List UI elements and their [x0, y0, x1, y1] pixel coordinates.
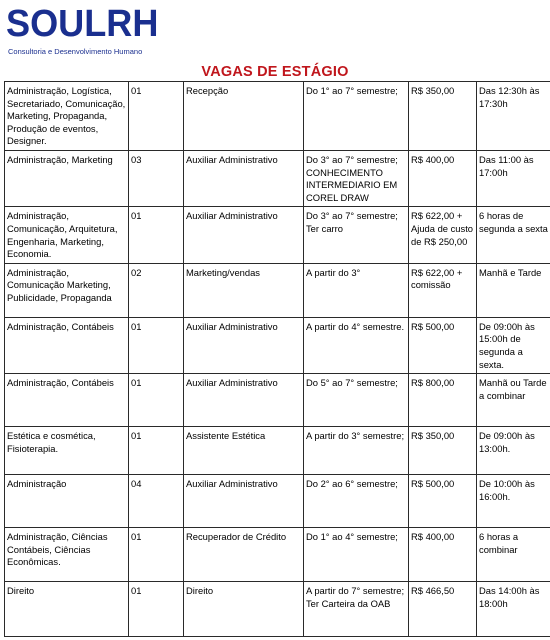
semestre-cell: A partir do 3° semestre; [304, 427, 409, 475]
bolsa-cell: R$ 400,00 [409, 150, 477, 206]
vagas-cell: 01 [129, 317, 184, 373]
horario-cell: Das 14:00h às 18:00h [477, 582, 550, 637]
soulrh-logo [6, 2, 159, 62]
cargo-cell: Direito [184, 582, 304, 637]
cargo-cell: Auxiliar Administrativo [184, 150, 304, 206]
area-cell: Estética e cosmética, Fisioterapia. [5, 427, 129, 475]
vagas-cell: 04 [129, 475, 184, 528]
horario-cell: De 09:00h às 13:00h. [477, 427, 550, 475]
logo-subtitle: Consultoria e Desenvolvimento Humano [8, 47, 143, 56]
semestre-cell: A partir do 4° semestre. [304, 317, 409, 373]
area-cell: Direito [5, 582, 129, 637]
semestre-cell: Do 1° ao 7° semestre; [304, 82, 409, 151]
bolsa-cell: R$ 400,00 [409, 528, 477, 582]
semestre-cell: Do 3° ao 7° semestre; Ter carro [304, 207, 409, 263]
bolsa-cell: R$ 500,00 [409, 317, 477, 373]
area-cell: Administração, Ciências Contábeis, Ciências Econômicas. [5, 528, 129, 582]
horario-cell: 6 horas de segunda a sexta [477, 207, 550, 263]
semestre-cell: A partir do 3° [304, 263, 409, 317]
vagas-cell: 01 [129, 207, 184, 263]
bolsa-cell: R$ 500,00 [409, 475, 477, 528]
vagas-cell: 03 [129, 150, 184, 206]
cargo-cell: Assistente Estética [184, 427, 304, 475]
area-cell: Administração, Marketing [5, 150, 129, 206]
table-row [5, 374, 550, 427]
horario-cell: Das 12:30h às 17:30h [477, 82, 550, 151]
bolsa-cell: R$ 350,00 [409, 427, 477, 475]
page-title: VAGAS DE ESTÁGIO [201, 64, 349, 80]
table-row [5, 150, 550, 206]
horario-cell: Das 11:00 às 17:00h [477, 150, 550, 206]
bolsa-cell: R$ 622,00 + comissão [409, 263, 477, 317]
horario-cell: De 10:00h às 16:00h. [477, 475, 550, 528]
cargo-cell: Recuperador de Crédito [184, 528, 304, 582]
bolsa-cell: R$ 622,00 + Ajuda de custo de R$ 250,00 [409, 207, 477, 263]
table-row [5, 427, 550, 475]
table-row [5, 528, 550, 582]
area-cell: Administração, Comunicação Marketing, Publicidade, Propaganda [5, 263, 129, 317]
horario-cell: Manhã e Tarde [477, 263, 550, 317]
cargo-cell: Recepção [184, 82, 304, 151]
area-cell: Administração, Contábeis [5, 374, 129, 427]
table-row [5, 582, 550, 637]
semestre-cell: Do 3° ao 7° semestre; CONHECIMENTO INTERMEDIARIO EM COREL DRAW [304, 150, 409, 206]
logo-title: SOULRH [6, 3, 159, 45]
vagas-cell: 01 [129, 82, 184, 151]
table-row [5, 207, 550, 263]
vagas-table [4, 81, 550, 637]
horario-cell: De 09:00h às 15:00h de segunda a sexta. [477, 317, 550, 373]
area-cell: Administração, Comunicação, Arquitetura, Engenharia, Marketing, Economia. [5, 207, 129, 263]
cargo-cell: Auxiliar Administrativo [184, 317, 304, 373]
semestre-cell: Do 2° ao 6° semestre; [304, 475, 409, 528]
area-cell: Administração [5, 475, 129, 528]
table-row [5, 82, 550, 151]
area-cell: Administração, Contábeis [5, 317, 129, 373]
table-row [5, 317, 550, 373]
vagas-cell: 01 [129, 528, 184, 582]
vagas-cell: 01 [129, 374, 184, 427]
bolsa-cell: R$ 800,00 [409, 374, 477, 427]
cargo-cell: Auxiliar Administrativo [184, 475, 304, 528]
cargo-cell: Marketing/vendas [184, 263, 304, 317]
bolsa-cell: R$ 466,50 [409, 582, 477, 637]
area-cell: Administração, Logística, Secretariado, Comunicação, Marketing, Propaganda, Produção de eventos, Designer. [5, 82, 129, 151]
table-row [5, 263, 550, 317]
vagas-cell: 01 [129, 427, 184, 475]
bolsa-cell: R$ 350,00 [409, 82, 477, 151]
cargo-cell: Auxiliar Administrativo [184, 374, 304, 427]
horario-cell: Manhã ou Tarde a combinar [477, 374, 550, 427]
semestre-cell: Do 1° ao 4° semestre; [304, 528, 409, 582]
table-row [5, 475, 550, 528]
cargo-cell: Auxiliar Administrativo [184, 207, 304, 263]
horario-cell: 6 horas a combinar [477, 528, 550, 582]
vagas-cell: 02 [129, 263, 184, 317]
semestre-cell: Do 5° ao 7° semestre; [304, 374, 409, 427]
vagas-cell: 01 [129, 582, 184, 637]
semestre-cell: A partir do 7° semestre; Ter Carteira da OAB [304, 582, 409, 637]
